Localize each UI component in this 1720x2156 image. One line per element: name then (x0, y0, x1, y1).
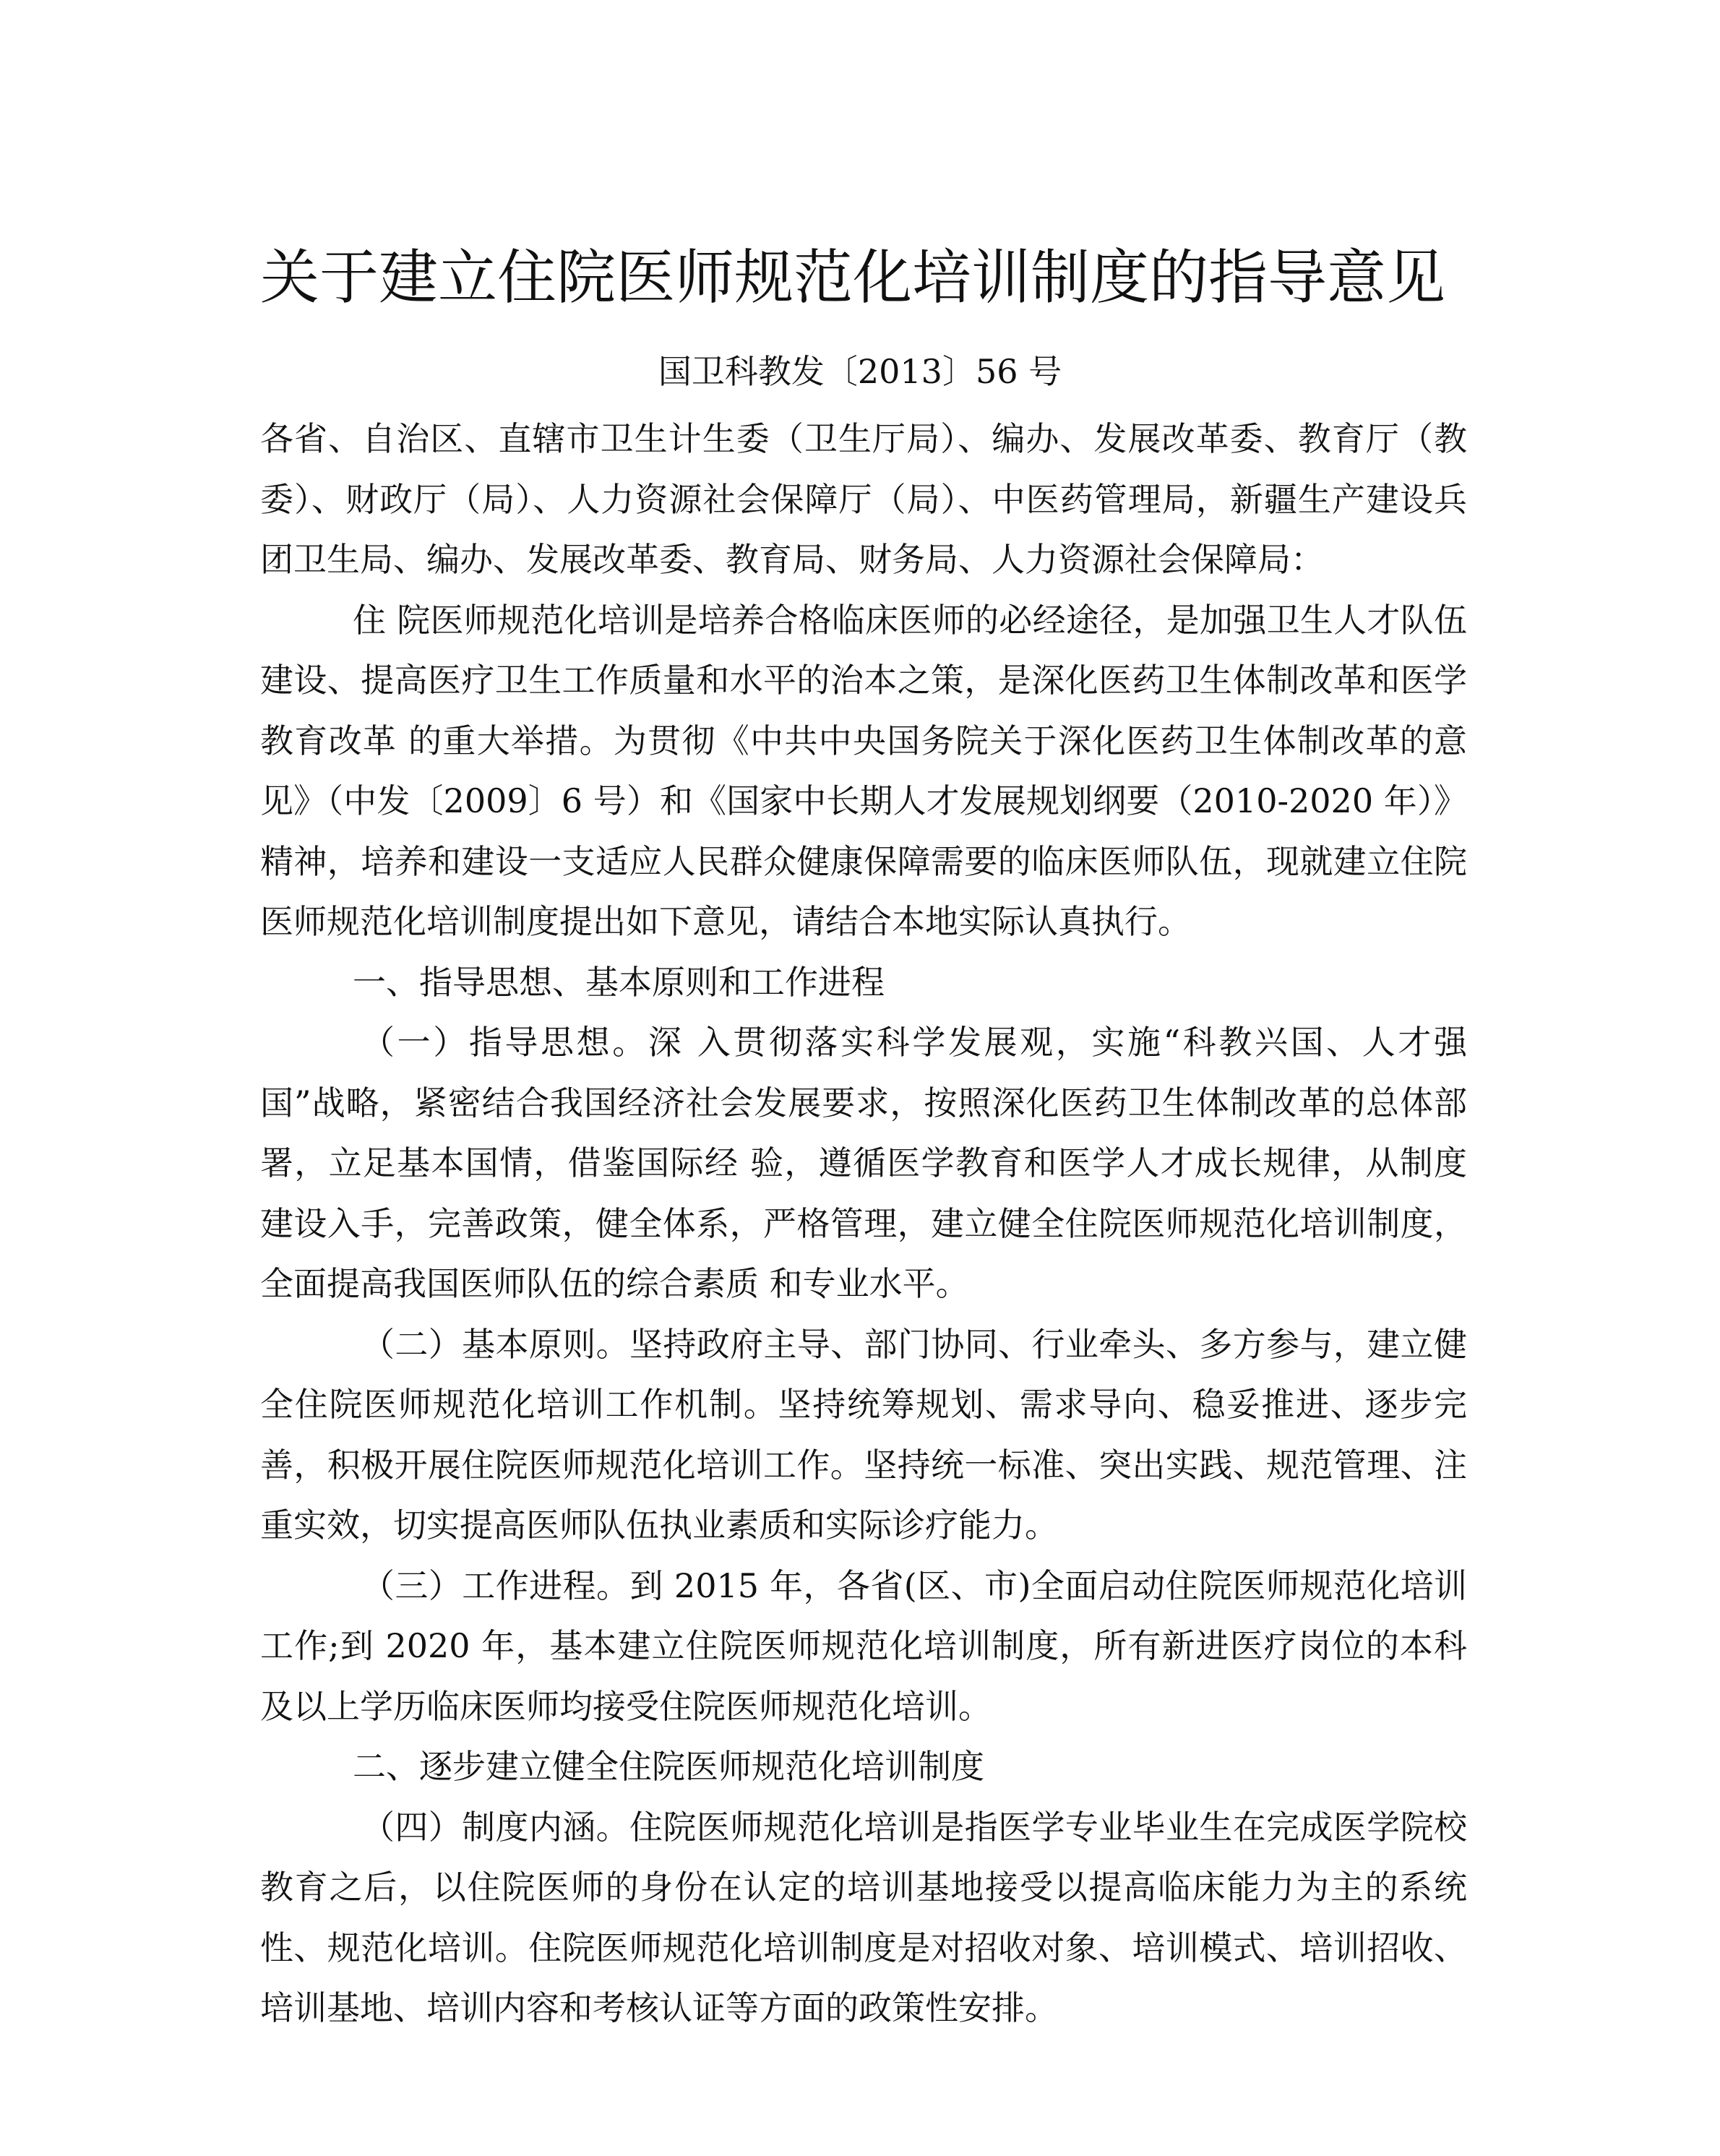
addressees-paragraph: 各省、自治区、直辖市卫生计生委（卫生厅局）、编办、发展改革委、教育厅（教委）、财政厅（局）、人力资源社会保障厅（局）、中医药管理局，新疆生产建设兵团卫生局、编办、发展改革委、教育局、财务局、人力资源社会保障局： (260, 419, 1467, 579)
preamble-paragraph: 住 院医师规范化培训是培养合格临床医师的必经途径，是加强卫生人才队伍建设、提高医疗卫生工作质量和水平的治本之策，是深化医药卫生体制改革和医学教育改革 的重大举措。为贯彻《中共中央国务院关于深化医药卫生体制改革的意见》（中发〔2009〕6 号）和《国家中长期人才发展规划纲要（2010-2020 年）》精神，培养和建设一支适应人民群众健康保障需要的临床医师队伍，现就建立住院医师规范化培训制度提出如下意见，请结合本地实际认真执行。 (260, 600, 1467, 941)
item-paragraph-3: （三）工作进程。到 2015 年，各省(区、市)全面启动住院医师规范化培训工作;到 2020 年，基本建立住院医师规范化培训制度，所有新进医疗岗位的本科及以上学历临床医师均接受住院医师规范化培训。 (260, 1566, 1467, 1726)
item-paragraph-1: （一）指导思想。深 入贯彻落实科学发展观，实施“科教兴国、人才强国”战略，紧密结合我国经济社会发展要求，按照深化医药卫生体制改革的总体部署，立足基本国情，借鉴国际经 验，遵循医学教育和医学人才成长规律，从制度建设入手，完善政策，健全体系，严格管理，建立健全住院医师规范化培训制度，全面提高我国医师队伍的综合素质 和专业水平。 (260, 1023, 1467, 1303)
section-heading-1: 一、指导思想、基本原则和工作进程 (353, 962, 885, 1002)
section-heading-2: 二、逐步建立健全住院医师规范化培训制度 (353, 1747, 984, 1786)
item-paragraph-4: （四）制度内涵。住院医师规范化培训是指医学专业毕业生在完成医学院校教育之后，以住院医师的身份在认定的培训基地接受以提高临床能力为主的系统性、规范化培训。住院医师规范化培训制度是对招收对象、培训模式、培训招收、培训基地、培训内容和考核认证等方面的政策性安排。 (260, 1807, 1467, 2027)
document-body (260, 409, 1467, 2039)
item-paragraph-2: （二）基本原则。坚持政府主导、部门协同、行业牵头、多方参与，建立健全住院医师规范化培训工作机制。坚持统筹规划、需求导向、稳妥推进、逐步完善，积极开展住院医师规范化培训工作。坚持统一标准、突出实践、规范管理、注重实效，切实提高医师队伍执业素质和实际诊疗能力。 (260, 1324, 1467, 1545)
document-title: 关于建立住院医师规范化培训制度的指导意见 (260, 244, 1446, 312)
document-number: 国卫科教发〔2013〕56 号 (658, 352, 1062, 391)
